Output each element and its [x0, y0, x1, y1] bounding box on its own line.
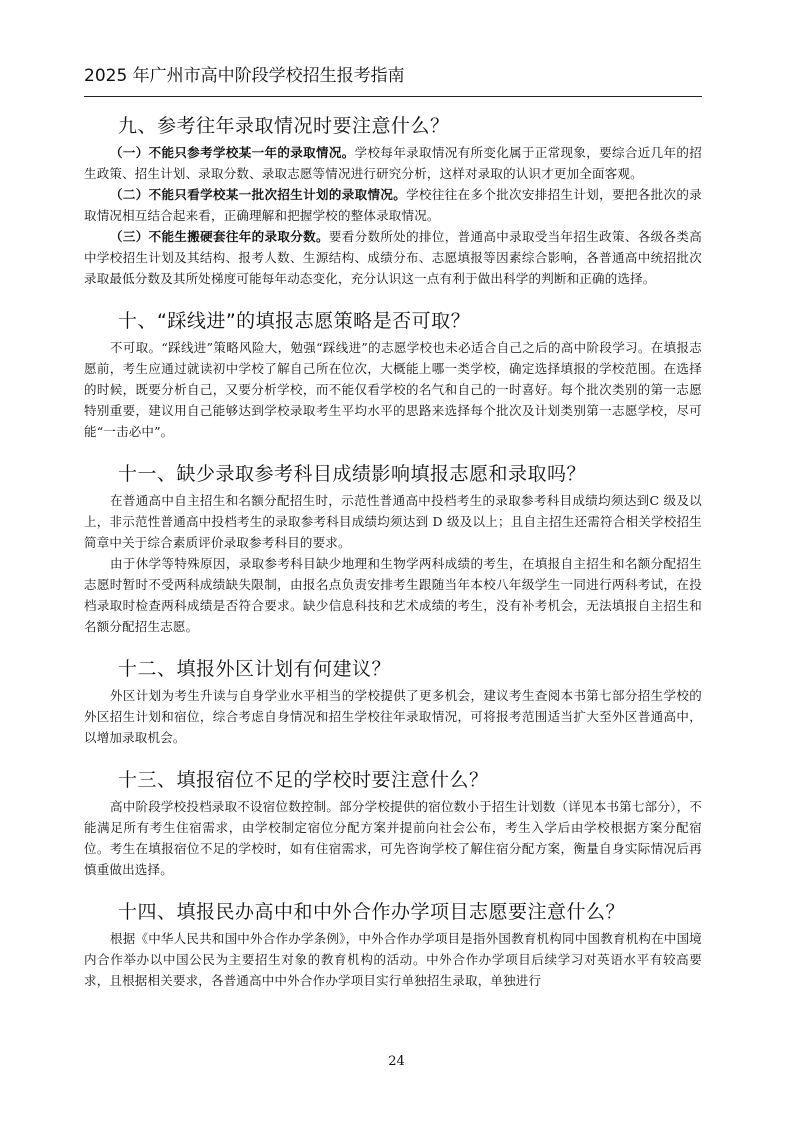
section-9-p3-lead: （三）不能生搬硬套往年的录取分数。	[110, 229, 329, 244]
section-11-title: 十一、缺少录取参考科目成绩影响填报志愿和录取吗？	[118, 463, 587, 485]
section-9-paragraph-3	[84, 226, 702, 289]
section-13-title: 十三、填报宿位不足的学校时要注意什么？	[118, 769, 489, 791]
section-9-p2-lead: （二）不能只看学校某一批次招生计划的录取情况。	[110, 187, 407, 202]
section-gap	[84, 637, 702, 655]
section-10-title: 十、“踩线进”的填报志愿策略是否可取？	[118, 310, 471, 332]
section-11-paragraph-2: 由于休学等特殊原因，录取参考科目缺少地理和生物学两科成绩的考生，在填报自主招生和名额分配招生志愿时暂时不受两科成绩缺失限制，由报名点负责安排考生跟随当年本校八年级学生一同进行两科考试，在投档录取时检查两科成绩是否符合要求。缺少信息科技和艺术成绩的考生，没有补考机会，无法填报自主招生和名额分配招生志愿。	[84, 556, 702, 634]
header-divider	[84, 96, 702, 97]
section-14-title: 十四、填报民办高中和中外合作办学项目志愿要注意什么？	[118, 901, 626, 923]
section-14-paragraph-1: 根据《中华人民共和国中外合作办学条例》，中外合作办学项目是指外国教育机构同中国教育机构在中国境内合作举办以中国公民为主要招生对象的教育机构的活动。中外合作办学项目后续学习对英语水平有较高要求，且根据相关要求，各普通高中中外合作办学项目实行单独招生录取，单独进行	[84, 931, 702, 988]
section-9-p1-text: 学校每年录取情况有所变化属于正常现象，要综合近几年的招生政策、招生计划、录取分数、录取志愿等情况进行研究分析，这样对录取的认识才更加全面客观。	[84, 145, 702, 181]
page-number: 24	[388, 1054, 405, 1069]
section-9-p1-lead: （一）不能只参考学校某一年的录取情况。	[110, 145, 355, 160]
section-gap	[84, 289, 702, 307]
section-12-title: 十二、填报外区计划有何建议？	[118, 658, 392, 680]
section-12-paragraph-1: 外区计划为考生升读与自身学业水平相当的学校提供了更多机会，建议考生查阅本书第七部分招生学校的外区招生计划和宿位，综合考虑自身情况和招生学校往年录取情况，可将报考范围适当扩大至外区普通高中，以增加录取机会。	[84, 688, 702, 745]
section-13-paragraph-1: 高中阶段学校投档录取不设宿位数控制。部分学校提供的宿位数小于招生计划数（详见本书第七部分），不能满足所有考生住宿需求，由学校制定宿位分配方案并提前向社会公布，考生入学后由学校根据方案分配宿位。考生在填报宿位不足的学校时，如有住宿需求，可先咨询学校了解住宿分配方案，衡量自身实际情况后再慎重做出选择。	[84, 799, 702, 877]
page-content	[84, 112, 702, 991]
section-9-title: 九、参考往年录取情况时要注意什么？	[118, 115, 450, 137]
section-gap	[84, 442, 702, 460]
section-9-p3-text: 要看分数所处的排位，普通高中录取受当年招生政策、各级各类高中学校招生计划及其结构、报考人数、生源结构、成绩分布、志愿填报等因素综合影响，各普通高中统招批次录取最低分数及其所处梯度可能每年动态变化，充分认识这一点有利于做出科学的判断和正确的选择。	[84, 229, 702, 286]
section-10-paragraph-1: 不可取。“踩线进”策略风险大，勉强“踩线进”的志愿学校也未必适合自己之后的高中阶段学习。在填报志愿前，考生应通过就读初中学校了解自己所在位次，大概能上哪一类学校，确定选择填报的学校范围。在选择的时候，既要分析自己，又要分析学校，而不能仅看学校的名气和自己的一时喜好。每个批次类别的第一志愿特别重要，建议用自己能够达到学校录取考生平均水平的思路来选择每个批次及计划类别第一志愿学校，尽可能“一击必中”。	[84, 340, 702, 439]
section-9-paragraph-2	[84, 184, 702, 226]
section-11-paragraph-1: 在普通高中自主招生和名额分配招生时，示范性普通高中投档考生的录取参考科目成绩均须达到C 级及以上，非示范性普通高中投档考生的录取参考科目成绩均须达到 D 级及以上；且自主招生还需符合相关学校招生简章中关于综合素质评价录取参考科目的要求。	[84, 493, 702, 550]
section-9-paragraph-1	[84, 142, 702, 184]
section-gap	[84, 880, 702, 898]
section-9-p2-text: 学校往往在多个批次安排招生计划，要把各批次的录取情况相互结合起来看，正确理解和把握学校的整体录取情况。	[84, 187, 702, 223]
section-gap	[84, 748, 702, 766]
page-header-title: 2025 年广州市高中阶段学校招生报考指南	[84, 66, 405, 86]
